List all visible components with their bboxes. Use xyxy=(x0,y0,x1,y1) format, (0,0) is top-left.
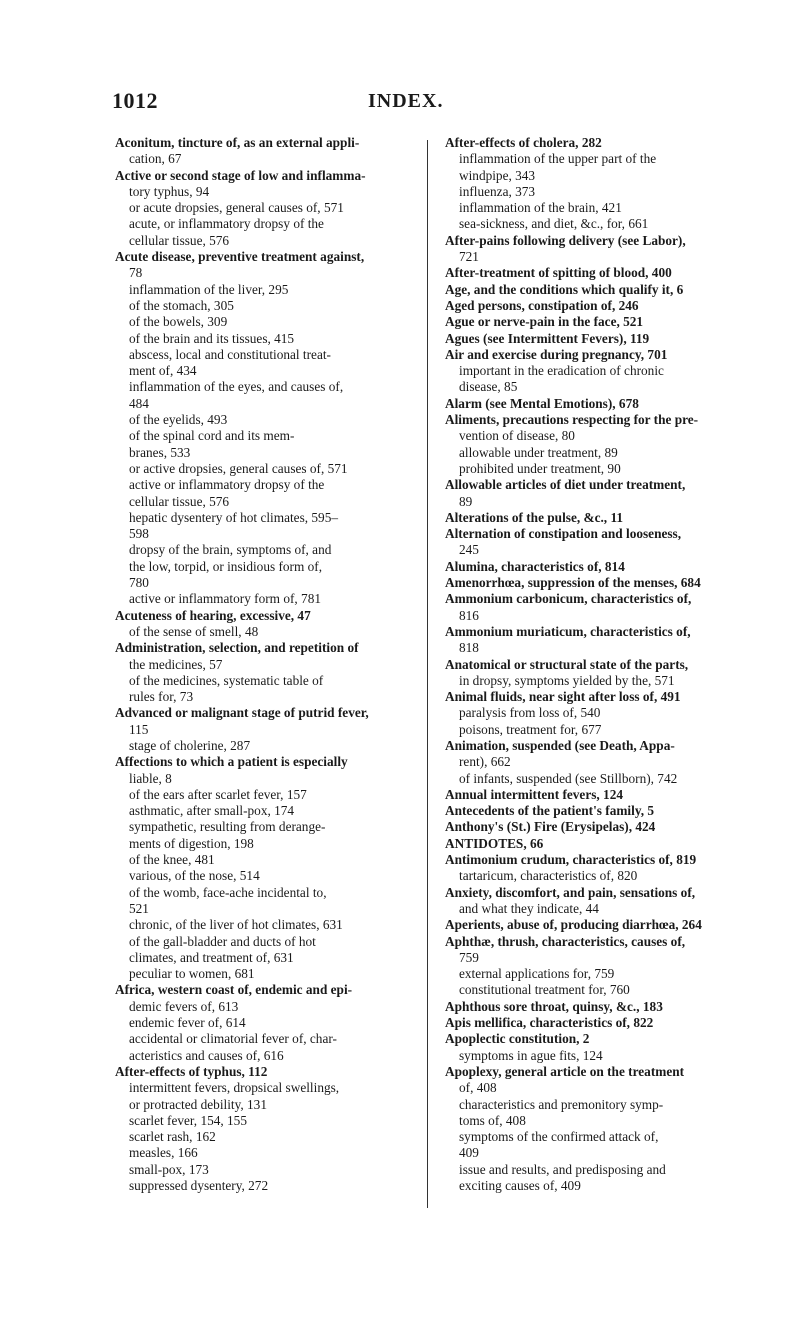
index-entry: Apoplectic constitution, 2 xyxy=(445,1031,590,1047)
index-subentry: tartaricum, characteristics of, 820 xyxy=(459,868,638,884)
index-subentry: issue and results, and predisposing and xyxy=(459,1161,666,1177)
index-entry: Allowable articles of diet under treatment, xyxy=(445,477,686,493)
page-number: 1012 xyxy=(112,88,158,113)
column-divider xyxy=(427,140,428,1208)
index-entry: Aconitum, tincture of, as an external appli- xyxy=(115,135,360,150)
index-subentry: 78 xyxy=(129,265,143,281)
index-subentry: active or inflammatory form of, 781 xyxy=(129,591,322,607)
index-subentry: intermittent fevers, dropsical swellings, xyxy=(129,1080,340,1096)
index-subentry: the low, torpid, or insidious form of, xyxy=(129,558,323,574)
index-entry: Animal fluids, near sight after loss of, 491 xyxy=(445,689,681,705)
index-entry: Aperients, abuse of, producing diarrhœa, 264 xyxy=(445,917,702,933)
page-header xyxy=(0,88,800,118)
index-subentry: symptoms of the confirmed attack of, xyxy=(459,1129,659,1145)
index-entry: Annual intermittent fevers, 124 xyxy=(445,786,624,802)
index-entry: Agues (see Intermittent Fevers), 119 xyxy=(445,330,650,346)
index-subentry: characteristics and premonitory symp- xyxy=(459,1096,664,1112)
index-subentry: dropsy of the brain, symptoms of, and xyxy=(129,542,332,558)
index-entry: Anatomical or structural state of the parts, xyxy=(445,656,689,672)
index-subentry: inflammation of the brain, 421 xyxy=(459,200,622,216)
index-subentry: of the brain and its tissues, 415 xyxy=(129,330,295,346)
index-subentry: in dropsy, symptoms yielded by the, 571 xyxy=(459,672,675,688)
index-entry: Ammonium muriaticum, characteristics of, xyxy=(445,623,691,639)
index-subentry: scarlet fever, 154, 155 xyxy=(129,1112,247,1128)
index-subentry: symptoms in ague fits, 124 xyxy=(459,1047,603,1063)
index-subentry: climates, and treatment of, 631 xyxy=(129,949,294,965)
index-entry: Alterations of the pulse, &c., 11 xyxy=(445,509,624,525)
index-subentry: acteristics and causes of, 616 xyxy=(129,1047,284,1063)
index-entry: Alternation of constipation and looseness, xyxy=(445,526,682,542)
index-subentry: inflammation of the liver, 295 xyxy=(129,281,289,297)
index-subentry: 409 xyxy=(459,1145,479,1161)
index-subentry: influenza, 373 xyxy=(459,183,536,199)
index-subentry: of infants, suspended (see Stillborn), 742 xyxy=(459,770,678,786)
index-subentry: 521 xyxy=(129,900,149,916)
index-subentry: small-pox, 173 xyxy=(129,1161,209,1177)
index-subentry: external applications for, 759 xyxy=(459,966,615,982)
index-subentry: sympathetic, resulting from derange- xyxy=(129,819,326,835)
index-subentry: exciting causes of, 409 xyxy=(459,1178,581,1193)
index-subentry: of the sense of smell, 48 xyxy=(129,623,259,639)
index-entry: After-effects of cholera, 282 xyxy=(445,135,602,150)
index-entry: Aphthous sore throat, quinsy, &c., 183 xyxy=(445,998,663,1014)
index-subentry: endemic fever of, 614 xyxy=(129,1015,246,1031)
index-subentry: the medicines, 57 xyxy=(129,656,223,672)
index-subentry: or acute dropsies, general causes of, 571 xyxy=(129,200,344,216)
index-entry: Alarm (see Mental Emotions), 678 xyxy=(445,395,639,411)
index-subentry: 598 xyxy=(129,526,149,542)
index-entry: Amenorrhœa, suppression of the menses, 684 xyxy=(445,575,701,591)
index-subentry: inflammation of the upper part of the xyxy=(459,151,657,167)
index-entry: ANTIDOTES, 66 xyxy=(445,835,544,851)
index-subentry: suppressed dysentery, 272 xyxy=(129,1178,269,1193)
index-entry: Aphthæ, thrush, characteristics, causes of, xyxy=(445,933,686,949)
index-subentry: scarlet rash, 162 xyxy=(129,1129,216,1145)
index-subentry: rent), 662 xyxy=(459,754,511,770)
index-entry: Affections to which a patient is especially xyxy=(115,754,348,770)
index-subentry: poisons, treatment for, 677 xyxy=(459,721,602,737)
index-subentry: demic fevers of, 613 xyxy=(129,998,239,1014)
index-subentry: hepatic dysentery of hot climates, 595– xyxy=(129,509,338,525)
index-subentry: accidental or climatorial fever of, char- xyxy=(129,1031,337,1047)
left-index-column xyxy=(115,135,420,1194)
index-subentry: active or inflammatory dropsy of the xyxy=(129,477,325,493)
index-subentry: 780 xyxy=(129,575,149,591)
index-entry: Administration, selection, and repetition of xyxy=(115,640,359,656)
index-subentry: sea-sickness, and diet, &c., for, 661 xyxy=(459,216,649,232)
index-subentry: tory typhus, 94 xyxy=(129,183,210,199)
index-entry: Ague or nerve-pain in the face, 521 xyxy=(445,314,644,330)
index-subentry: prohibited under treatment, 90 xyxy=(459,460,621,476)
index-subentry: of the bowels, 309 xyxy=(129,314,228,330)
index-entry: After-pains following delivery (see Labor), xyxy=(445,232,686,248)
index-entry: Africa, western coast of, endemic and epi- xyxy=(115,982,353,998)
index-subentry: ments of digestion, 198 xyxy=(129,835,254,851)
index-subentry: 115 xyxy=(129,721,149,737)
index-subentry: important in the eradication of chronic xyxy=(459,363,664,379)
index-subentry: 89 xyxy=(459,493,473,509)
index-subentry: peculiar to women, 681 xyxy=(129,966,255,982)
index-entry: Acute disease, preventive treatment against, xyxy=(115,249,365,265)
index-subentry: and what they indicate, 44 xyxy=(459,900,599,916)
index-subentry: ment of, 434 xyxy=(129,363,197,379)
index-subentry: of the womb, face-ache incidental to, xyxy=(129,884,327,900)
index-subentry: chronic, of the liver of hot climates, 631 xyxy=(129,917,343,933)
index-entry: Age, and the conditions which qualify it, 6 xyxy=(445,281,684,297)
index-subentry: 721 xyxy=(459,249,479,265)
index-entry: Apis mellifica, characteristics of, 822 xyxy=(445,1015,654,1031)
index-entry: Anthony's (St.) Fire (Erysipelas), 424 xyxy=(445,819,656,835)
index-subentry: of the spinal cord and its mem- xyxy=(129,428,295,444)
index-entry: Ammonium carbonicum, characteristics of, xyxy=(445,591,692,607)
right-index-column xyxy=(445,135,750,1194)
page-title: INDEX. xyxy=(368,90,444,112)
index-entry: Aliments, precautions respecting for the pre- xyxy=(445,412,699,428)
index-subentry: of the stomach, 305 xyxy=(129,297,234,313)
index-subentry: 818 xyxy=(459,640,479,656)
index-subentry: liable, 8 xyxy=(129,770,172,786)
index-subentry: allowable under treatment, 89 xyxy=(459,444,618,460)
index-subentry: disease, 85 xyxy=(459,379,518,395)
index-subentry: cellular tissue, 576 xyxy=(129,493,230,509)
index-entry: Air and exercise during pregnancy, 701 xyxy=(445,346,668,362)
index-subentry: of the medicines, systematic table of xyxy=(129,672,324,688)
index-subentry: cellular tissue, 576 xyxy=(129,232,230,248)
index-subentry: asthmatic, after small-pox, 174 xyxy=(129,803,295,819)
index-entry: Alumina, characteristics of, 814 xyxy=(445,558,625,574)
index-subentry: abscess, local and constitutional treat- xyxy=(129,346,331,362)
index-subentry: rules for, 73 xyxy=(129,689,194,705)
index-entry: Antecedents of the patient's family, 5 xyxy=(445,803,655,819)
index-entry: Apoplexy, general article on the treatment xyxy=(445,1063,685,1079)
index-subentry: acute, or inflammatory dropsy of the xyxy=(129,216,324,232)
index-entry: Anxiety, discomfort, and pain, sensations of, xyxy=(445,884,696,900)
index-subentry: stage of cholerine, 287 xyxy=(129,737,251,753)
index-subentry: cation, 67 xyxy=(129,151,182,167)
index-entry: Advanced or malignant stage of putrid fever, xyxy=(115,705,369,721)
index-entry: Active or second stage of low and inflamma- xyxy=(115,167,366,183)
index-subentry: 816 xyxy=(459,607,479,623)
index-subentry: of, 408 xyxy=(459,1080,497,1096)
index-entry: After-treatment of spitting of blood, 400 xyxy=(445,265,672,281)
index-subentry: branes, 533 xyxy=(129,444,191,460)
index-subentry: constitutional treatment for, 760 xyxy=(459,982,630,998)
index-subentry: of the gall-bladder and ducts of hot xyxy=(129,933,316,949)
index-subentry: of the ears after scarlet fever, 157 xyxy=(129,786,307,802)
index-subentry: various, of the nose, 514 xyxy=(129,868,260,884)
index-subentry: 759 xyxy=(459,949,479,965)
index-subentry: or active dropsies, general causes of, 571 xyxy=(129,460,348,476)
index-subentry: inflammation of the eyes, and causes of, xyxy=(129,379,344,395)
index-subentry: 484 xyxy=(129,395,149,411)
index-entry: Animation, suspended (see Death, Appa- xyxy=(445,737,675,753)
index-subentry: windpipe, 343 xyxy=(459,167,536,183)
index-subentry: of the knee, 481 xyxy=(129,852,215,868)
index-entry: Acuteness of hearing, excessive, 47 xyxy=(115,607,311,623)
index-subentry: paralysis from loss of, 540 xyxy=(459,705,601,721)
index-subentry: toms of, 408 xyxy=(459,1112,526,1128)
index-entry: Aged persons, constipation of, 246 xyxy=(445,297,639,313)
index-subentry: or protracted debility, 131 xyxy=(129,1096,267,1112)
index-subentry: of the eyelids, 493 xyxy=(129,412,228,428)
index-subentry: vention of disease, 80 xyxy=(459,428,575,444)
index-subentry: measles, 166 xyxy=(129,1145,198,1161)
index-entry: After-effects of typhus, 112 xyxy=(115,1063,268,1079)
index-entry: Antimonium crudum, characteristics of, 819 xyxy=(445,852,697,868)
index-subentry: 245 xyxy=(459,542,479,558)
